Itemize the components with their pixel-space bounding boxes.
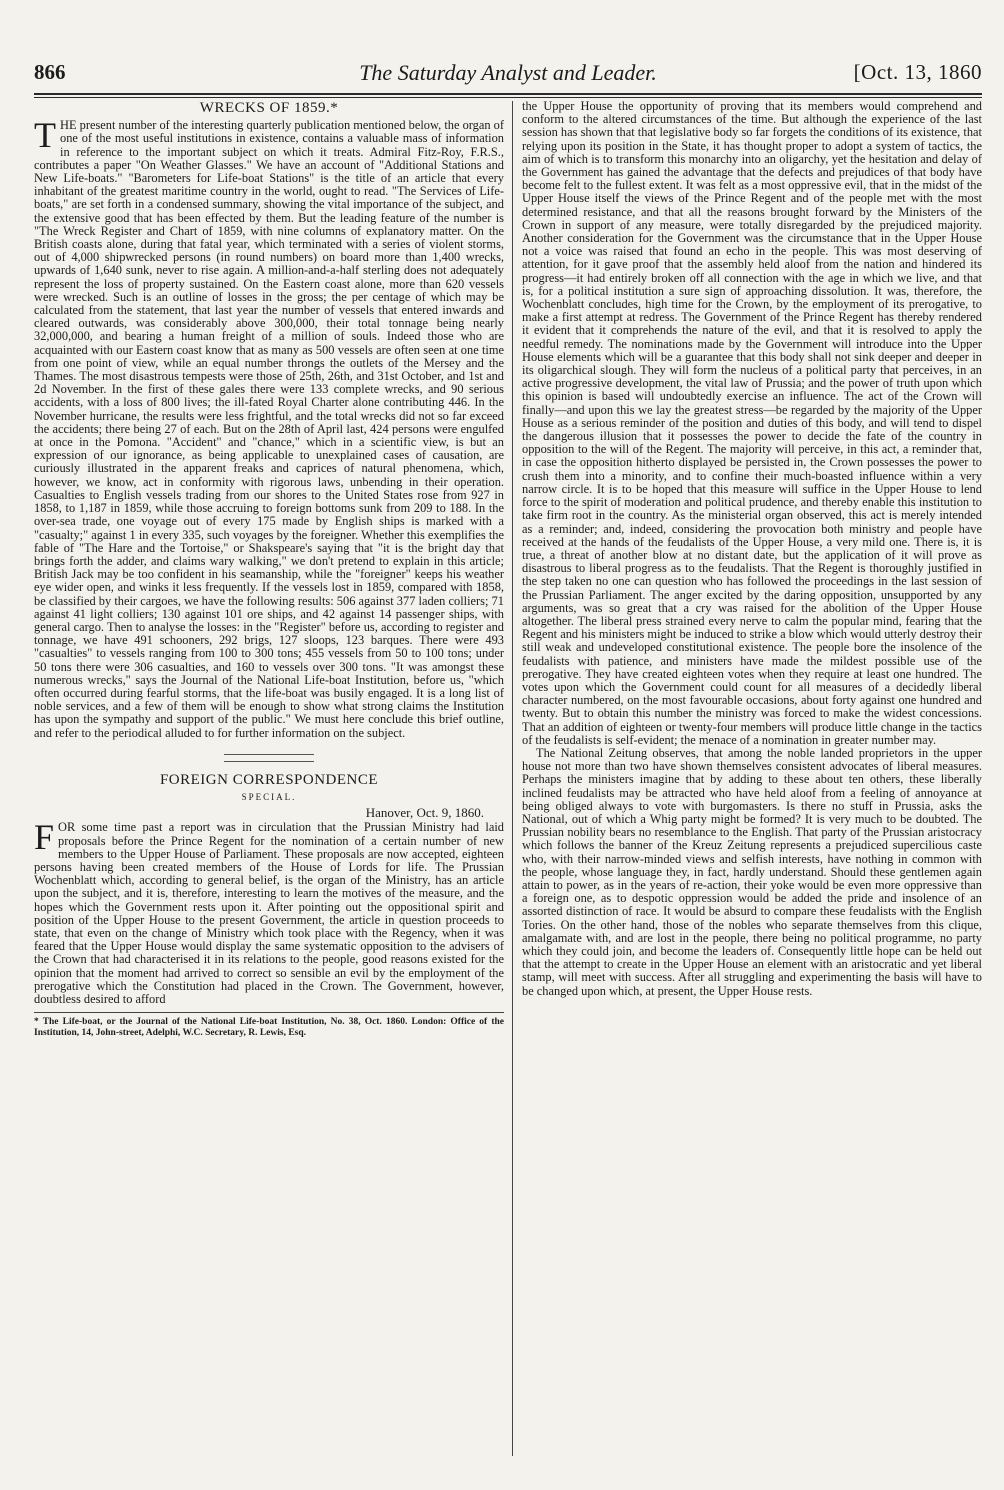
right-column-paragraph-2: The National Zeitung observes, that among the noble landed proprietors in the upper house not more than two have shown themselves consistent advocates of liberal measures. Perhaps the ministers imagine that by adding to these about ten others, these liberally inclined feudalists may be attracted who have held aloof from a feeling of annoyance at being obliged always to vote with burgomasters. Is there no stuff in Prussia, asks the National, out of which a Whig party might be formed? It is very much to be doubted. The Prussian nobility bears no resemblance to the English. That party of the Prussian aristocracy which follows the banner of the Kreuz Zeitung represents a prejudiced supercilious caste who, with their narrow-minded views and selfish interests, have nothing in common with the people, whose language they, in fact, hardly understand. Should these gentlemen again attain to power, as in the years of re-action, their yoke would be even more oppressive than a foreign one, as to despotic oppression would be added the pride and insolence of an assorted distinction of race. It would be absurd to compare these feudalists with the English Tories. On the other hand, those of the nobles who separate themselves from this clique, amalgamate with, and are lost in the people, there being no political programme, no party which they could join, and become the leaders of. Consequently little hope can be held out that the attempt to create in the Upper House an element with an aristocratic and yet liberal stamp, will meet with success. After all struggling and experimenting the basis will have to be changed upon which, at present, the Upper House rests. <box>522 745 982 998</box>
right-column-paragraph-1: the Upper House the opportunity of proving that its members would comprehend and conform to the altered circumstances of the time. But although the experience of the last session has shown that that legislative body so far forgets the conditions of its existence, that relying upon its position in the State, it has thought proper to adopt a system of tactics, the aim of which is to transform this monarchy into an oligarchy, yet the hesitation and delay of the Government has gained the advantage that the defects and prejudices of that body have become felt to the fullest extent. It was felt as a most oppressive evil, that in the midst of the Upper House itself the views of the Prince Regent and of the people met with the most determined resistance, and that all the reasons brought forward by the Ministers of the Crown in support of any measure, were totally disregarded by the prejudiced majority. Another consideration for the Government was the circumstance that in the Upper House not a voice was raised that found an echo in the people. This was most deserving of attention, for it gave proof that the assembly held aloof from the nation and hindered its progress—it had entirely broken off all connection with the age in which we live, and that is, for a political institution a sure sign of approaching dissolution. It was, therefore, the Wochenblatt concludes, high time for the Crown, by the employment of its prerogative, to make a first attempt at redress. The Government of the Prince Regent has thereby rendered it evident that it comprehends the nature of the evil, and that it is resolved to apply the needful remedy. The nominations made by the Government will introduce into the Upper House elements which will be a guarantee that this body shall not sink deeper and deeper in its oligarchical slough. They will form the nucleus of a political party that perceives, in an active progressive development, the vital law of Prussia; and the power of truth upon which this opinion is based will undoubtedly exercise an influence. The act of the Crown will finally—and upon this we lay the greatest stress—be regarded by the majority of the Upper House as a serious reminder of the position and duties of this body, and will tend to dispel the dangerous illusion that it possesses the power to decide the fate of the country in opposition to the will of the Regent. The majority will perceive, in this act, a reminder that, in case the opposition hitherto displayed be persisted in, the Crown possesses the power to crush them into a minority, and to confine their much-boasted influence within a very narrow circle. It is to be hoped that this measure will suffice in the Upper House to lend force to the spirit of moderation and political prudence, and thereby enable this institution to take firm root in the country. As the ministerial organ observed, this act is merely intended as a reminder; and, indeed, considering the provocation both ministry and people have received at the hands of the feudalists of the Upper House, a very mild one. There is, it is true, a threat of another blow at no distant date, but the application of it will prove as disastrous to liberal progress as to the feudalists. That the Regent is thoroughly justified in the step taken no one can question who has followed the proceedings in the last session of the Prussian Parliament. The anger excited by the daring opposition, unsupported by any arguments, was so great that a cry was raised for the abolition of the Upper House altogether. The liberal press strained every nerve to calm the popular mind, fearing that the Regent and his ministers might be induced to strike a blow which would utterly destroy their still weak and undeveloped constitutional existence. The people bore the insolence of the feudalists with patience, and ministers have made the mildest possible use of the prerogative. They have created eighteen votes when they require at least one hundred. The votes upon which the Government could count for all measures of a decidedly liberal character numbered, on the most favourable occasions, about forty against one hundred and twenty. But to obtain this number the ministry was forced to make the widest concessions. That an addition of eighteen or twenty-four members will produce little change in the tactics of the feudalists is self-evident; the menace of a nomination in greater number may. <box>522 100 982 747</box>
footnote: * The Life-boat, or the Journal of the National Life-boat Institution, No. 38, Oct. 1860. London: Office of the Institution, 14, John-street, Adelphi, W.C. Secretary, R. Lewis, Esq. <box>34 1017 504 1039</box>
header-rule <box>34 93 982 95</box>
foreign-correspondence-heading: FOREIGN CORRESPONDENCE <box>159 771 379 788</box>
header-rule-thin <box>34 97 982 98</box>
foreign-article-body <box>34 817 504 1006</box>
column-divider <box>512 101 513 1456</box>
wrecks-article-body <box>34 115 504 740</box>
footnote-rule <box>34 1012 504 1013</box>
issue-date: [Oct. 13, 1860 <box>853 60 982 84</box>
right-column <box>522 100 982 1460</box>
wrecks-article-text: HE present number of the interesting quarterly publication mentioned below, the organ of one of the most useful institutions in existence, contains a valuable mass of information in reference to the important subject on which it treats. Admiral Fitz-Roy, F.R.S., contributes a paper "On Weather Glasses." We have an account of "Additional Stations and New Life-boats." "Barometers for Life-boat Stations" is the title of an article that every inhabitant of the greatest maritime country in the world, ought to read. "The Services of Life-boats," are set forth in a condensed summary, showing the vital importance of the subject, and the extensive good that has been effected by them. But the leading feature of the number is "The Wreck Register and Chart of 1859, with nine columns of explanatory matter. On the British coasts alone, during that fatal year, which terminated with a series of violent storms, out of 4,000 shipwrecked persons (in round numbers) on board more than 1,400 wrecks, upwards of 1,640 sunk, never to rise again. A million-and-a-half sterling does not adequately represent the loss of property sustained. On the Eastern coast alone, more than 620 vessels were wrecked. Such is an outline of losses in the gross; the per centage of which may be calculated from the statement, that last year the number of vessels that entered inwards and cleared outwards, was considerably above 300,000, their total tonnage being nearly 32,000,000, and bearing a human freight of a million of souls. Indeed those who are acquainted with our Eastern coast know that as many as 500 vessels are often seen at one time from one point of view, while an equal number throngs the outlets of the Mersey and the Thames. The most disastrous tempests were those of 25th, 26th, and 31st October, and 1st and 2d November. In the first of these gales there were 133 complete wrecks, and 90 serious accidents, with a loss of 800 lives; the ill-fated Royal Charter alone contributing 446. In the November hurricane, the results were less frightful, and the total wrecks did not so far exceed the accidents; there being 27 of each. But on the 28th of April last, 424 persons were engulfed at once in the Pomona. "Accident" and "chance," which in a scientific view, is but an expression of our ignorance, as being applicable to unexplained cases of causation, are curiously illustrated in the apparent freaks and caprices of natural phenomena, which, however, we know, act in conformity with rigorous laws, unbending in their operation. Casualties to English vessels trading from our shores to the United States rose from 927 in 1858, to 1,187 in 1859, while those accruing to foreign bottoms sunk from 209 to 188. In the over-sea trade, one voyage out of every 175 made by English ships is marked with a "casualty;" against 1 in every 335, such voyages by the foreigner. Whether this exemplifies the fable of "The Hare and the Tortoise," or Shakspeare's saying that "it is the bright day that brings forth the adder, and claims wary walking," we don't pretend to explain in this article; British Jack may be too confident in his seamanship, while the "foreigner" keeps his weather eye wider open, and winks it less frequently. If the vessels lost in 1859, compared with 1858, be classified by their cargoes, we have the following results: 506 against 377 laden colliers; 71 against 41 light colliers; 130 against 101 ore ships, and 42 against 14 passenger ships, with general cargo. Then to analyse the losses: in the "Register" before us, according to register and tonnage, we have 491 schooners, 292 brigs, 127 sloops, 123 barques. There were 493 "casualties" to vessels ranging from 100 to 300 tons; 455 vessels from 50 to 100 tons; under 50 tons there were 306 casualties, and 160 to vessels over 300 tons. "It was amongst these numerous wrecks," says the Journal of the National Life-boat Institution, before us, "which often occurred during fearful storms, that the life-boat was busily engaged. It is a long list of noble services, and a few of them will be enough to show what strong claims the Institution has upon the sympathy and support of the public." We must here conclude this brief outline, and refer to the periodical alluded to for further information on the subject. <box>34 118 504 740</box>
wrecks-heading: WRECKS OF 1859.* <box>199 100 339 116</box>
foreign-article-text: OR some time past a report was in circulation that the Prussian Ministry had laid proposals before the Prince Regent for the nomination of a certain number of new members to the Upper House of Parliament. These proposals are now accepted, eighteen persons having been created members of the House of Lords for life. The Prussian Wochenblatt which, according to general belief, is the organ of the Ministry, has an article upon the subject, and it is, therefore, interesting to learn the motives of the measure, and the hopes which the Government rests upon it. After pointing out the oppositional spirit and position of the Upper House to the present Government, the article in question proceeds to state, that even on the change of Ministry which took place with the Regency, when it was feared that the Upper House would display the same systematic opposition to the advisers of the Crown that had characterised it in its relations to the people, good reasons existed for the opinion that the moment had arrived to correct so sensible an evil by the employment of the prerogative which the Constitution had placed in the Crown. The Government, however, doubtless desired to afford <box>34 820 504 1006</box>
page-header <box>34 60 982 92</box>
section-separator-ornament <box>224 754 314 762</box>
left-column <box>34 100 504 1455</box>
wrecks-dropcap: T <box>34 115 56 156</box>
foreign-dateline: Hanover, Oct. 9, 1860. <box>365 805 484 821</box>
foreign-correspondence-subtitle: SPECIAL. <box>241 791 297 802</box>
publication-title: The Saturday Analyst and Leader. <box>359 60 657 85</box>
page-number: 866 <box>34 60 66 84</box>
foreign-dropcap: F <box>34 817 55 858</box>
